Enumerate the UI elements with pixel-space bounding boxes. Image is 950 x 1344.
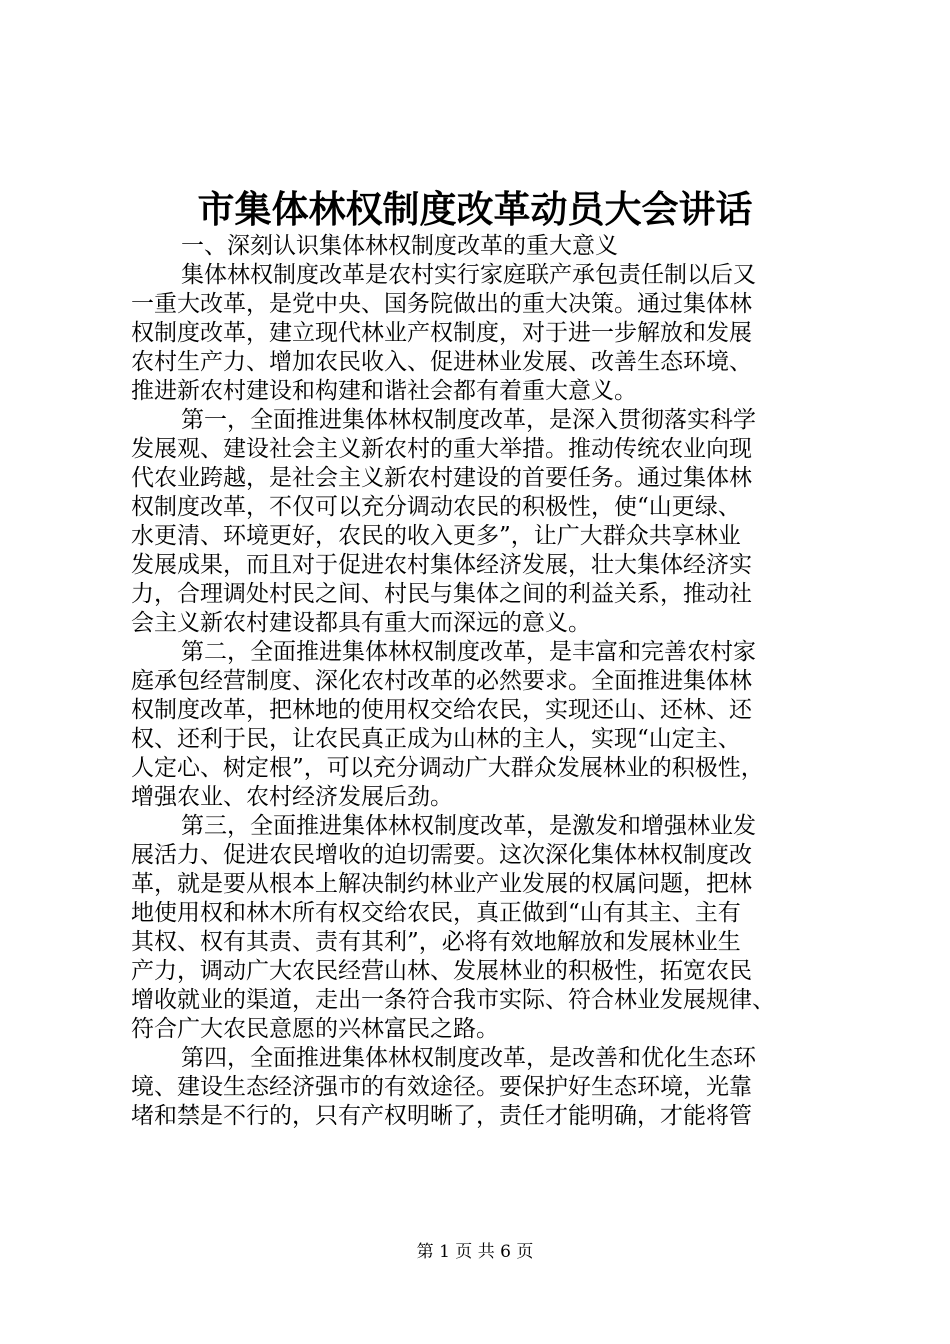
text-line: 第三，全面推进集体林权制度改革，是激发和增强林业发	[181, 813, 756, 839]
text-line: 增强农业、农村经济发展后劲。	[131, 784, 453, 810]
text-line: 庭承包经营制度、深化农村改革的必然要求。全面推进集体林	[131, 668, 752, 694]
text-line: 革，就是要从根本上解决制约林业产业发展的权属问题，把林	[131, 871, 752, 897]
text-line: 集体林权制度改革是农村实行家庭联产承包责任制以后又	[181, 262, 756, 288]
document-title: 市集体林权制度改革动员大会讲话	[197, 187, 753, 231]
text-line: 推进新农村建设和构建和谐社会都有着重大意义。	[131, 378, 637, 404]
text-line: 展活力、促进农民增收的迫切需要。这次深化集体林权制度改	[131, 842, 752, 868]
text-line: 产力，调动广大农民经营山林、发展林业的积极性，拓宽农民	[131, 958, 752, 984]
text-line: 符合广大农民意愿的兴林富民之路。	[131, 1016, 499, 1042]
text-line: 第一，全面推进集体林权制度改革，是深入贯彻落实科学	[181, 407, 756, 433]
text-line: 会主义新农村建设都具有重大而深远的意义。	[131, 610, 591, 636]
text-line: 权制度改革，建立现代林业产权制度，对于进一步解放和发展	[131, 320, 752, 346]
text-line: 人定心、树定根”，可以充分调动广大群众发展林业的积极性，	[131, 755, 764, 781]
text-line: 力，合理调处村民之间、村民与集体之间的利益关系，推动社	[131, 581, 752, 607]
text-line: 权制度改革，把林地的使用权交给农民，实现还山、还林、还	[131, 697, 752, 723]
text-line: 发展观、建设社会主义新农村的重大举措。推动传统农业向现	[131, 436, 752, 462]
text-line: 境、建设生态经济强市的有效途径。要保护好生态环境，光靠	[131, 1074, 752, 1100]
text-line: 其权、权有其责、责有其利”，必将有效地解放和发展林业生	[131, 929, 741, 955]
text-line: 第二，全面推进集体林权制度改革，是丰富和完善农村家	[181, 639, 756, 665]
section-heading: 一、深刻认识集体林权制度改革的重大意义	[181, 233, 618, 259]
text-line: 第四，全面推进集体林权制度改革，是改善和优化生态环	[181, 1045, 756, 1071]
text-line: 堵和禁是不行的，只有产权明晰了，责任才能明确，才能将管	[131, 1103, 752, 1129]
page-number-footer: 第 1 页 共 6 页	[416, 1242, 534, 1262]
text-line: 一重大改革，是党中央、国务院做出的重大决策。通过集体林	[131, 291, 752, 317]
text-line: 发展成果，而且对于促进农村集体经济发展，壮大集体经济实	[131, 552, 752, 578]
text-line: 农村生产力、增加农民收入、促进林业发展、改善生态环境、	[131, 349, 752, 375]
text-line: 地使用权和林木所有权交给农民，真正做到“山有其主、主有	[131, 900, 741, 926]
text-line: 代农业跨越，是社会主义新农村建设的首要任务。通过集体林	[131, 465, 752, 491]
text-line: 增收就业的渠道，走出一条符合我市实际、符合林业发展规律、	[131, 987, 775, 1013]
text-line: 权、还利于民，让农民真正成为山林的主人，实现“山定主、	[131, 726, 741, 752]
text-line: 水更清、环境更好，农民的收入更多”，让广大群众共享林业	[131, 523, 741, 549]
text-line: 权制度改革，不仅可以充分调动农民的积极性，使“山更绿、	[131, 494, 741, 520]
